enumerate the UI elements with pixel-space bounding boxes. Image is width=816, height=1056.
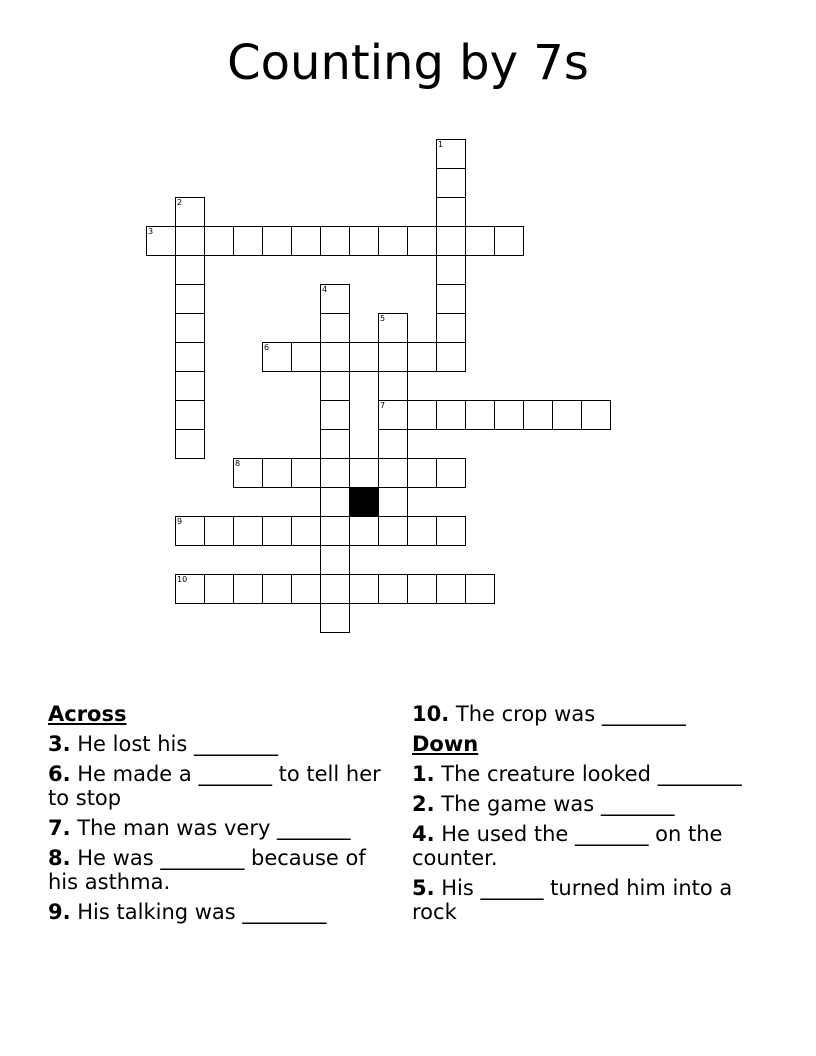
grid-cell[interactable] [320,487,350,517]
grid-cell[interactable] [349,342,379,372]
grid-cell[interactable] [436,226,466,256]
grid-cell[interactable] [320,516,350,546]
clue-across-8: 8. He was ________ because of his asthma. [48,846,366,894]
cell-number-7: 7 [380,401,386,410]
grid-cell[interactable] [262,458,292,488]
grid-cell[interactable] [320,226,350,256]
cell-number-5: 5 [380,314,386,323]
clue-across-10: 10. The crop was ________ [412,702,686,726]
grid-cell[interactable] [291,516,321,546]
clue-down-5: 5. His ______ turned him into a rock [412,876,733,924]
cell-number-2: 2 [177,198,183,207]
grid-cell[interactable] [320,603,350,633]
grid-cell[interactable] [407,226,437,256]
grid-cell[interactable] [349,226,379,256]
clue-down-4: 4. He used the _______ on the counter. [412,822,723,870]
grid-cell[interactable] [494,226,524,256]
grid-cell[interactable] [378,371,408,401]
clue-down-2: 2. The game was _______ [412,792,675,816]
grid-cell[interactable] [175,342,205,372]
grid-cell[interactable] [465,574,495,604]
grid-cell[interactable] [378,226,408,256]
grid-cell[interactable] [291,342,321,372]
clues-right-column [412,702,752,930]
grid-cell[interactable] [436,458,466,488]
grid-cell[interactable] [436,313,466,343]
grid-cell[interactable] [291,226,321,256]
cell-number-10: 10 [177,575,188,584]
cell-number-9: 9 [177,517,183,526]
black-cell [349,487,379,517]
grid-cell[interactable] [378,342,408,372]
grid-cell[interactable] [436,255,466,285]
grid-cell[interactable] [262,516,292,546]
grid-cell[interactable] [291,574,321,604]
grid-cell[interactable] [436,284,466,314]
grid-cell[interactable] [175,284,205,314]
grid-cell[interactable] [378,487,408,517]
grid-cell[interactable] [175,429,205,459]
grid-cell[interactable] [320,458,350,488]
grid-cell[interactable] [204,516,234,546]
cell-number-4: 4 [322,285,328,294]
cell-number-3: 3 [148,227,154,236]
grid-cell[interactable] [262,226,292,256]
grid-cell[interactable] [407,400,437,430]
grid-cell[interactable] [349,516,379,546]
clue-across-3: 3. He lost his ________ [48,732,278,756]
grid-cell[interactable] [175,371,205,401]
page-title: Counting by 7s [227,35,589,91]
grid-cell[interactable] [378,429,408,459]
cell-number-6: 6 [264,343,270,352]
grid-cell[interactable] [320,429,350,459]
grid-cell[interactable] [378,574,408,604]
grid-cell[interactable] [378,516,408,546]
grid-cell[interactable] [204,226,234,256]
grid-cell[interactable] [436,574,466,604]
grid-cell[interactable] [436,342,466,372]
grid-cell[interactable] [175,313,205,343]
grid-cell[interactable] [233,574,263,604]
grid-cell[interactable] [204,574,234,604]
grid-cell[interactable] [581,400,611,430]
grid-cell[interactable] [407,516,437,546]
grid-cell[interactable] [494,400,524,430]
grid-cell[interactable] [523,400,553,430]
grid-cell[interactable] [436,168,466,198]
across-heading: Across [48,702,127,726]
grid-cell[interactable] [436,197,466,227]
grid-cell[interactable] [436,516,466,546]
grid-cell[interactable] [407,574,437,604]
clue-across-9: 9. His talking was ________ [48,900,327,924]
grid-cell[interactable] [320,400,350,430]
grid-cell[interactable] [320,342,350,372]
grid-cell[interactable] [320,545,350,575]
cell-number-1: 1 [438,140,444,149]
grid-cell[interactable] [552,400,582,430]
clues-left-column [48,702,388,930]
grid-cell[interactable] [378,458,408,488]
grid-cell[interactable] [291,458,321,488]
grid-cell[interactable] [349,458,379,488]
grid-cell[interactable] [175,226,205,256]
down-heading: Down [412,732,479,756]
grid-cell[interactable] [436,400,466,430]
grid-cell[interactable] [175,400,205,430]
grid-cell[interactable] [320,574,350,604]
clue-across-7: 7. The man was very _______ [48,816,351,840]
grid-cell[interactable] [349,574,379,604]
grid-cell[interactable] [320,371,350,401]
clue-across-6: 6. He made a _______ to tell her to stop [48,762,381,810]
grid-cell[interactable] [407,342,437,372]
grid-cell[interactable] [262,574,292,604]
grid-cell[interactable] [320,313,350,343]
grid-cell[interactable] [175,255,205,285]
clue-down-1: 1. The creature looked ________ [412,762,742,786]
cell-number-8: 8 [235,459,241,468]
grid-cell[interactable] [465,226,495,256]
grid-cell[interactable] [465,400,495,430]
grid-cell[interactable] [233,226,263,256]
grid-cell[interactable] [233,516,263,546]
grid-cell[interactable] [407,458,437,488]
